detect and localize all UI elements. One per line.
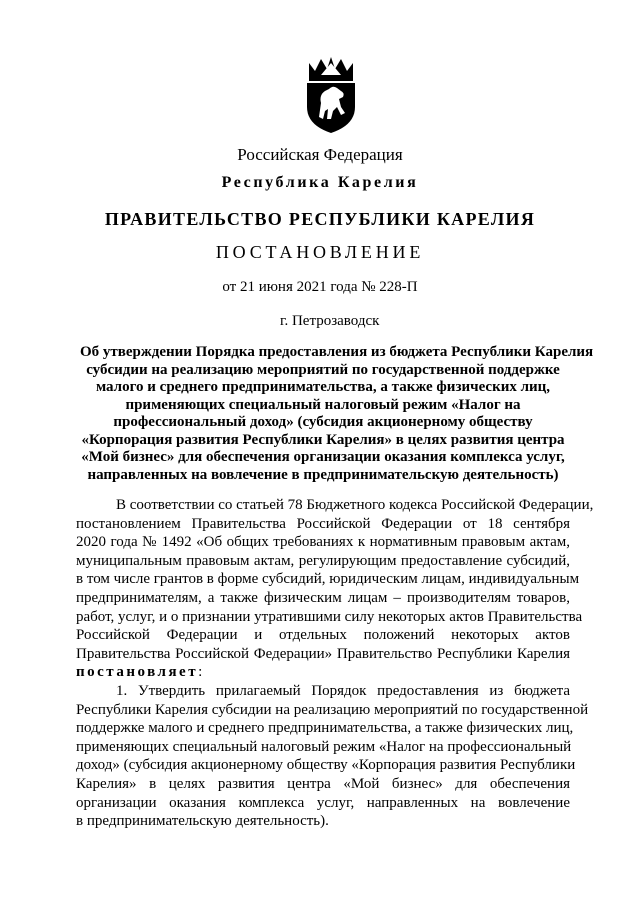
item-line: доход» (субсидия акционерному обществу «Корпорация развития Республики [76,757,576,774]
title-line: «Мой бизнес» для обеспечения организации оказания комплекса услуг, [81,449,565,465]
preamble-line: Российской Федерации и отдельных положений некоторых актов [76,627,570,644]
preamble-line: предпринимателям, а также физическим лицам – производителям товаров, [76,589,570,606]
title-line: Об утверждении Порядка предоставления из бюджета Республики Карелия [80,344,594,360]
item-line: поддержке малого и среднего предпринимательства, а также физических лиц, [76,720,574,737]
item-line: организации оказания комплекса услуг, направленных на вовлечение [76,794,570,811]
item-line: Карелия» в целях развития центра «Мой бизнес» для обеспечения [76,775,570,792]
government-name: ПРАВИТЕЛЬСТВО РЕСПУБЛИКИ КАРЕЛИЯ [104,209,536,229]
resolves-line [76,663,570,682]
resolves-word: постановляет [76,664,199,681]
title-line: направленных на вовлечение в предпринимательскую деятельность) [87,466,559,483]
document-type: ПОСТАНОВЛЕНИЕ [215,242,425,262]
resolves-colon: : [198,664,203,681]
republic-name: Республика Карелия [221,174,419,191]
item-line: 1. Утвердить прилагаемый Порядок предоставления из бюджета [116,682,570,699]
preamble-line: 2020 года № 1492 «Об общих требованиях к нормативным правовым актам, [76,534,570,551]
preamble-line: муниципальным правовым актам, регулирующим предоставление субсидий, [76,552,570,569]
document-title [80,344,594,484]
preamble-line: в том числе грантов в форме субсидий, юридическим лицам, индивидуальным [76,571,580,588]
preamble-line: постановлением Правительства Российской Федерации от 18 сентября [76,515,570,532]
item-line: Республики Карелия субсидии на реализацию мероприятий по государственной [76,701,589,718]
preamble-line: В соответствии со статьей 78 Бюджетного кодекса Российской Федерации, [116,497,594,513]
country-name: Российская Федерация [237,145,403,164]
item-line: применяющих специальный налоговый режим «Налог на профессиональный [76,738,572,755]
document-date-number: от 21 июня 2021 года № 228-П [222,279,418,295]
title-line: малого и среднего предпринимательства, а также физических лиц, [95,379,551,395]
preamble-line: работ, услуг, и о признании утратившими силу некоторых актов Правительства [76,608,583,625]
item-line: в предпринимательскую деятельность). [76,813,329,830]
title-line: применяющих специальный налоговый режим «Налог на [125,396,521,413]
document-body [76,496,594,831]
karelia-coat-of-arms-icon [301,55,361,135]
preamble-line: Правительства Российской Федерации» Правительство Республики Карелия [76,645,570,662]
document-city: г. Петрозаводск [280,313,380,329]
title-line: субсидии на реализацию мероприятий по государственной поддержке [86,361,560,378]
title-line: «Корпорация развития Республики Карелия» в целях развития центра [81,431,565,448]
title-line: профессиональный доход» (субсидия акционерному обществу [113,414,533,430]
